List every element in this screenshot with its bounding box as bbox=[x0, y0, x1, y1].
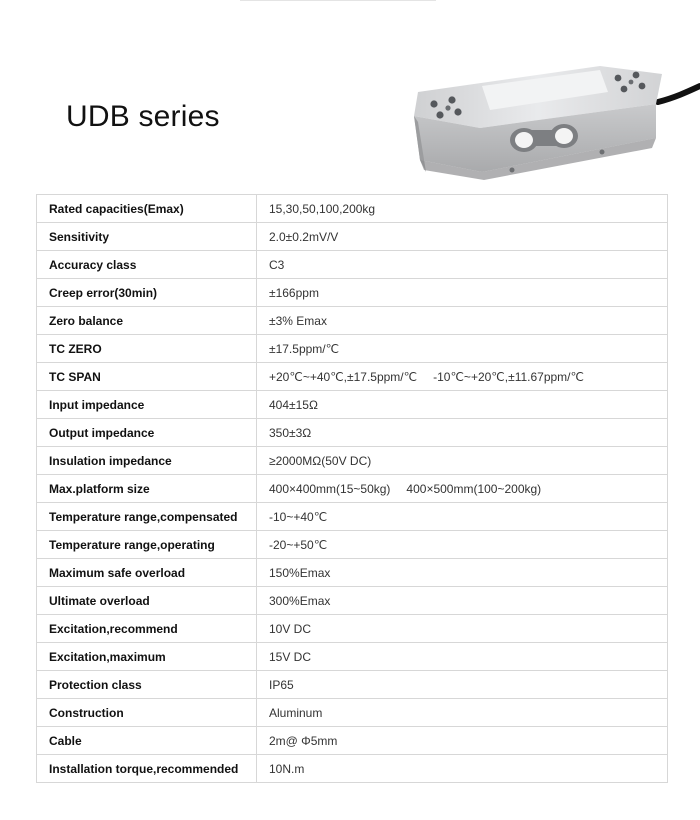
spec-value-cell bbox=[257, 643, 668, 671]
spec-value-cell bbox=[257, 531, 668, 559]
spec-label: Output impedance bbox=[37, 419, 257, 447]
spec-value: 10N.m bbox=[269, 761, 305, 776]
spec-value: C3 bbox=[269, 257, 285, 272]
spec-label: Max.platform size bbox=[37, 475, 257, 503]
table-row bbox=[37, 335, 668, 363]
spec-value: ≥2000MΩ(50V DC) bbox=[269, 453, 372, 468]
spec-value: -10~+40℃ bbox=[269, 509, 328, 524]
spec-value-secondary: 400×500mm(100~200kg) bbox=[406, 481, 542, 496]
table-row bbox=[37, 755, 668, 783]
table-row bbox=[37, 223, 668, 251]
table-row bbox=[37, 559, 668, 587]
spec-value-cell bbox=[257, 419, 668, 447]
table-row bbox=[37, 419, 668, 447]
spec-value-cell bbox=[257, 363, 668, 391]
spec-value-cell bbox=[257, 699, 668, 727]
spec-value-cell bbox=[257, 391, 668, 419]
spec-label: Maximum safe overload bbox=[37, 559, 257, 587]
spec-value-cell bbox=[257, 503, 668, 531]
spec-label: Temperature range,operating bbox=[37, 531, 257, 559]
spec-value-cell bbox=[257, 447, 668, 475]
table-row bbox=[37, 671, 668, 699]
table-row bbox=[37, 503, 668, 531]
spec-label: Ultimate overload bbox=[37, 587, 257, 615]
load-cell-image bbox=[412, 52, 700, 192]
spec-value-cell bbox=[257, 671, 668, 699]
spec-value: -20~+50℃ bbox=[269, 537, 328, 552]
spec-value-cell bbox=[257, 307, 668, 335]
spec-value: 150%Emax bbox=[269, 565, 331, 580]
spec-value: 2.0±0.2mV/V bbox=[269, 229, 339, 244]
table-row bbox=[37, 251, 668, 279]
specifications-table bbox=[36, 194, 668, 783]
spec-value: 15V DC bbox=[269, 649, 312, 664]
table-row bbox=[37, 391, 668, 419]
spec-label: Sensitivity bbox=[37, 223, 257, 251]
spec-value-cell bbox=[257, 727, 668, 755]
spec-label: Cable bbox=[37, 727, 257, 755]
spec-label: Excitation,maximum bbox=[37, 643, 257, 671]
spec-label: Excitation,recommend bbox=[37, 615, 257, 643]
cable bbox=[658, 86, 700, 102]
table-row bbox=[37, 531, 668, 559]
spec-value-cell bbox=[257, 335, 668, 363]
spec-label: Rated capacities(Emax) bbox=[37, 195, 257, 223]
top-divider bbox=[240, 0, 436, 1]
table-row bbox=[37, 475, 668, 503]
spec-value-cell bbox=[257, 475, 668, 503]
table-row bbox=[37, 307, 668, 335]
table-row bbox=[37, 699, 668, 727]
table-row bbox=[37, 727, 668, 755]
spec-label: Installation torque,recommended bbox=[37, 755, 257, 783]
spec-label: Insulation impedance bbox=[37, 447, 257, 475]
spec-value-secondary: -10℃~+20℃,±11.67ppm/℃ bbox=[433, 369, 584, 384]
spec-value: ±17.5ppm/℃ bbox=[269, 341, 340, 356]
spec-label: Protection class bbox=[37, 671, 257, 699]
spec-value: 10V DC bbox=[269, 621, 312, 636]
spec-value: 300%Emax bbox=[269, 593, 331, 608]
table-row bbox=[37, 587, 668, 615]
spec-value: 350±3Ω bbox=[269, 425, 312, 440]
spec-value-cell bbox=[257, 195, 668, 223]
spec-label: Input impedance bbox=[37, 391, 257, 419]
spec-value: ±166ppm bbox=[269, 285, 319, 300]
spec-value: ±3% Emax bbox=[269, 313, 327, 328]
table-row bbox=[37, 615, 668, 643]
spec-label: TC ZERO bbox=[37, 335, 257, 363]
spec-label: Construction bbox=[37, 699, 257, 727]
spec-value-cell bbox=[257, 559, 668, 587]
table-row bbox=[37, 195, 668, 223]
spec-label: Zero balance bbox=[37, 307, 257, 335]
spec-label: Accuracy class bbox=[37, 251, 257, 279]
spec-value-cell bbox=[257, 279, 668, 307]
spec-value-cell bbox=[257, 587, 668, 615]
table-row bbox=[37, 363, 668, 391]
spec-value-cell bbox=[257, 615, 668, 643]
table-row bbox=[37, 643, 668, 671]
spec-value: 2m@ Φ5mm bbox=[269, 733, 338, 748]
spec-value-cell bbox=[257, 251, 668, 279]
spec-value: +20℃~+40℃,±17.5ppm/℃ bbox=[269, 369, 418, 384]
spec-value: IP65 bbox=[269, 677, 294, 692]
spec-value: Aluminum bbox=[269, 705, 323, 720]
spec-value-cell bbox=[257, 223, 668, 251]
spec-value: 404±15Ω bbox=[269, 397, 318, 412]
spec-label: Temperature range,compensated bbox=[37, 503, 257, 531]
spec-value-cell bbox=[257, 755, 668, 783]
page-title: UDB series bbox=[66, 100, 220, 133]
spec-value: 400×400mm(15~50kg) bbox=[269, 481, 391, 496]
spec-label: Creep error(30min) bbox=[37, 279, 257, 307]
spec-value: 15,30,50,100,200kg bbox=[269, 201, 376, 216]
table-row bbox=[37, 279, 668, 307]
spec-label: TC SPAN bbox=[37, 363, 257, 391]
table-row bbox=[37, 447, 668, 475]
